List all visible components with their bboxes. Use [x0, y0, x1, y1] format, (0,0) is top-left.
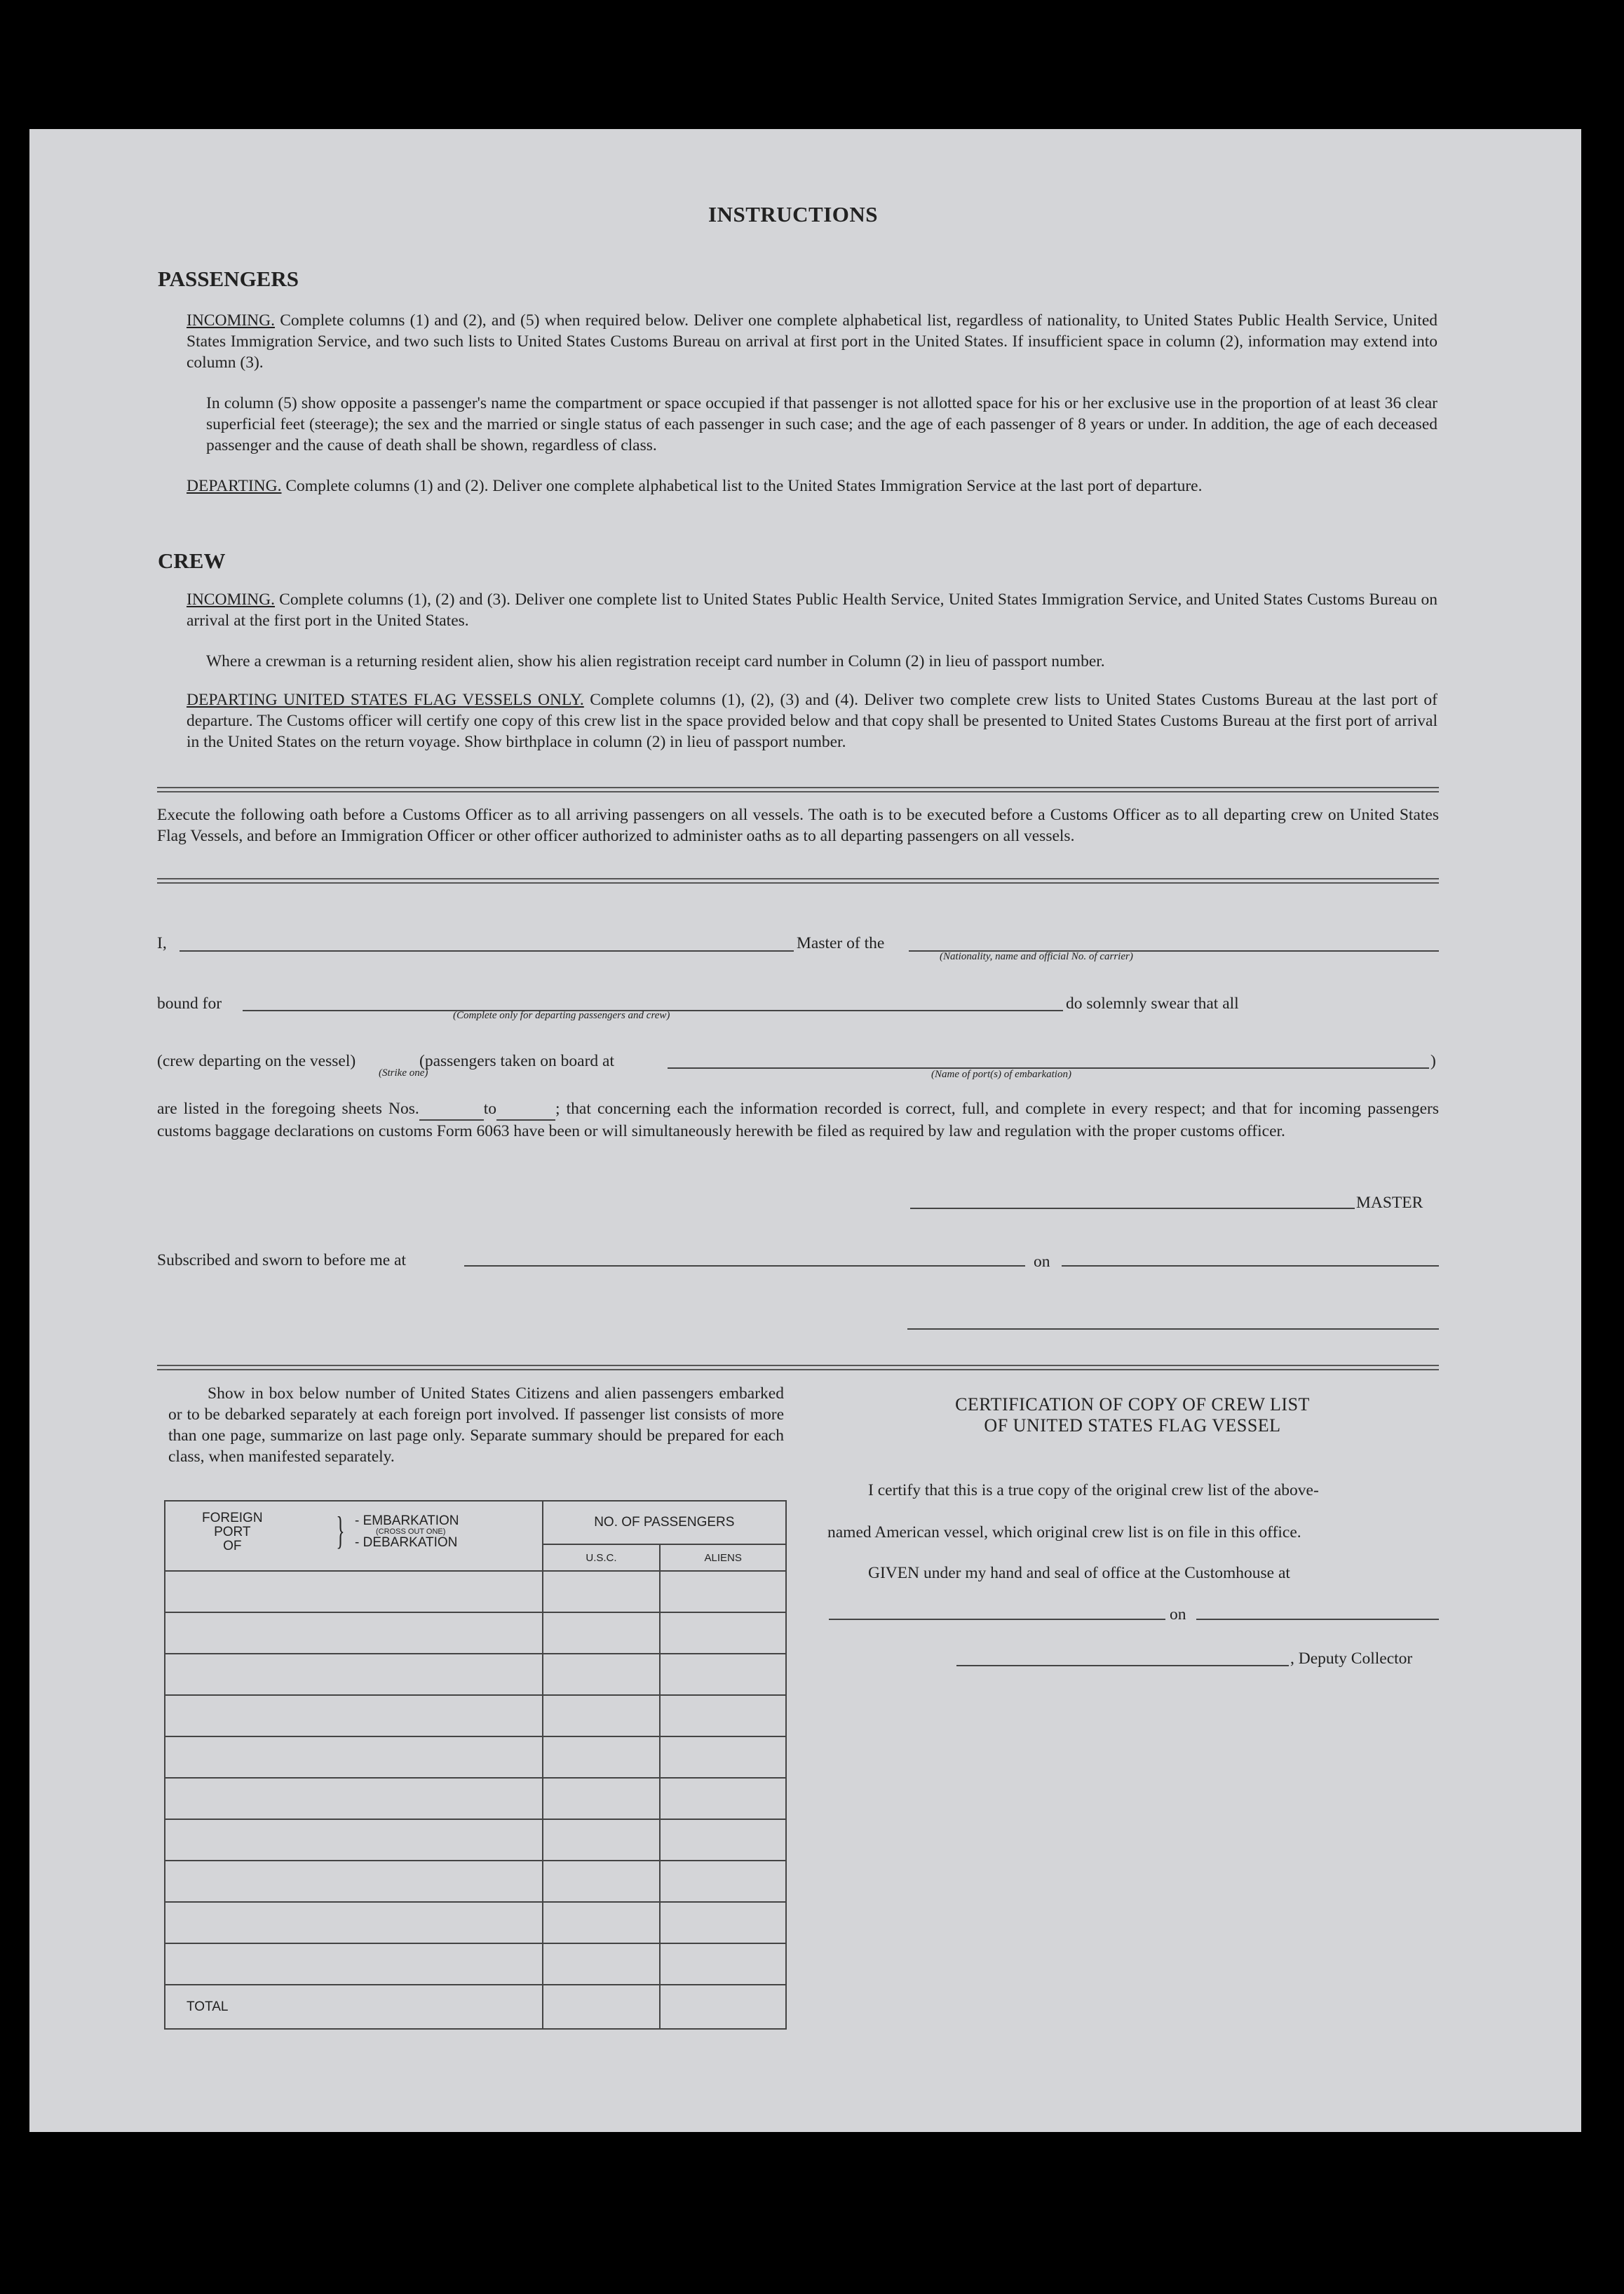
usc-cell[interactable]	[543, 1861, 661, 1902]
port-cell[interactable]	[165, 1695, 543, 1736]
oath-intro: Execute the following oath before a Customs Officer as to all arriving passengers on all vessels. The oath is to be executed before a Customs Officer as to all departing crew on United States Flag Vessels, and before an Immigration Officer or other officer authorized to administer oaths as to all departing passengers on all vessels.	[157, 806, 1439, 845]
passengers-incoming-label: INCOMING.	[187, 311, 275, 330]
port-cell[interactable]	[165, 1943, 543, 1985]
passengers-departing-label: DEPARTING.	[187, 477, 282, 495]
aliens-cell[interactable]	[660, 1612, 786, 1654]
subscribed-date-line[interactable]	[1062, 1265, 1439, 1267]
usc-cell[interactable]	[543, 1695, 661, 1736]
passengers-heading: PASSENGERS	[158, 266, 299, 291]
divider-rule	[157, 878, 1439, 879]
instructions-title: INSTRUCTIONS	[708, 202, 879, 227]
usc-header: U.S.C.	[543, 1544, 661, 1571]
bound-for-label: bound for	[157, 994, 222, 1013]
summary-instructions: Show in box below number of United States Citizens and alien passengers embarked or to be debarked separately at each foreign port involved. If passenger list consists of more than one page, summarize on last page only. Separate summary should be prepared for each class, when manifested separately.	[168, 1384, 784, 1466]
crew-departing-text: Complete columns (1), (2), (3) and (4). Deliver two complete crew lists to United States Customs Bureau at the last port of departure. The Customs officer will certify one copy of this crew list in the space provided below and that copy shall be presented to United States Customs Bureau at the first port of arrival in the United States on the return voyage. Show birthplace in column (2) in lieu of passport number.	[187, 691, 1437, 751]
aliens-cell[interactable]	[660, 1943, 786, 1985]
officer-signature-line[interactable]	[907, 1328, 1439, 1330]
subscribed-label: Subscribed and sworn to before me at	[157, 1251, 407, 1269]
passengers-departing-text: Complete columns (1) and (2). Deliver one complete alphabetical list to the United States Immigration Service at the last port of departure.	[285, 477, 1203, 495]
total-label: TOTAL	[165, 1985, 543, 2029]
port-cell[interactable]	[165, 1736, 543, 1778]
port-cell[interactable]	[165, 1571, 543, 1612]
deputy-signature-line[interactable]	[956, 1665, 1289, 1666]
crew-departing-option: (crew departing on the vessel)	[157, 1052, 356, 1070]
certify-line2: named American vessel, which original crew list is on file in this office.	[827, 1523, 1301, 1541]
aliens-header: ALIENS	[660, 1544, 786, 1571]
aliens-cell[interactable]	[660, 1654, 786, 1695]
usc-cell[interactable]	[543, 1778, 661, 1819]
passengers-incoming-paragraph	[187, 310, 1437, 373]
usc-cell[interactable]	[543, 1902, 661, 1943]
port-cell[interactable]	[165, 1819, 543, 1861]
usc-cell[interactable]	[543, 1571, 661, 1612]
port-summary-table	[164, 1500, 787, 2030]
passengers-taken-option: (passengers taken on board at	[419, 1052, 614, 1070]
strike-one-caption: (Strike one)	[379, 1067, 428, 1079]
no-of-passengers-header: NO. OF PASSENGERS	[543, 1501, 786, 1544]
solemnly-swear-label: do solemnly swear that all	[1066, 994, 1239, 1013]
divider-rule	[157, 791, 1439, 792]
aliens-cell[interactable]	[660, 1736, 786, 1778]
certification-title-line2: OF UNITED STATES FLAG VESSEL	[984, 1415, 1281, 1436]
of-label: OF	[223, 1539, 242, 1553]
given-text: GIVEN under my hand and seal of office at the Customhouse at	[868, 1564, 1290, 1582]
aliens-cell[interactable]	[660, 1861, 786, 1902]
port-cell[interactable]	[165, 1861, 543, 1902]
crew-departing-paragraph	[187, 689, 1437, 753]
debarkation-label: - DEBARKATION	[355, 1535, 458, 1550]
divider-rule	[157, 787, 1439, 788]
crew-incoming-label: INCOMING.	[187, 591, 275, 609]
passengers-column5-paragraph: In column (5) show opposite a passenger's name the compartment or space occupied if that passenger is not allotted space for his or her exclusive use in the proportion of at least 36 clear superficial feet (steerage); the sex and the married or single status of each passenger in such case; and the age of each passenger of 8 years or under. In addition, the age of each deceased passenger and the cause of death shall be shown, regardless of class.	[206, 394, 1437, 454]
brace-glyph: }	[336, 1509, 345, 1553]
crew-heading: CREW	[158, 548, 226, 573]
oath-i-label: I,	[157, 934, 167, 952]
certification-title	[827, 1394, 1437, 1436]
crew-incoming-paragraph	[187, 589, 1437, 631]
foreign-port-header	[165, 1501, 543, 1571]
master-label: MASTER	[1356, 1194, 1423, 1212]
crew-incoming-text: Complete columns (1), (2) and (3). Deliver one complete list to United States Public Health Service, United States Immigration Service, and United States Customs Bureau on arrival at the first port in the United States.	[187, 591, 1437, 630]
certification-on-label: on	[1170, 1605, 1186, 1624]
crew-departing-label: DEPARTING UNITED STATES FLAG VESSELS ONLY.	[187, 691, 584, 709]
to-label: to	[483, 1100, 497, 1118]
aliens-cell[interactable]	[660, 1778, 786, 1819]
crew-resident-paragraph: Where a crewman is a returning resident alien, show his alien registration receipt card number in Column (2) in lieu of passport number.	[206, 652, 1105, 670]
listed-prefix: are listed in the foregoing sheets Nos.	[157, 1100, 419, 1118]
port-cell[interactable]	[165, 1902, 543, 1943]
complete-only-caption: (Complete only for departing passengers and crew)	[453, 1010, 670, 1021]
master-of-the-label: Master of the	[797, 934, 885, 952]
port-cell[interactable]	[165, 1612, 543, 1654]
usc-cell[interactable]	[543, 1736, 661, 1778]
sheet-to-field[interactable]	[496, 1098, 555, 1121]
aliens-cell[interactable]	[660, 1902, 786, 1943]
usc-cell[interactable]	[543, 1819, 661, 1861]
aliens-cell[interactable]	[660, 1819, 786, 1861]
usc-cell[interactable]	[543, 1654, 661, 1695]
foreign-label: FOREIGN	[202, 1511, 263, 1525]
cross-out-label: (CROSS OUT ONE)	[376, 1527, 446, 1536]
certify-line1: I certify that this is a true copy of the original crew list of the above-	[868, 1481, 1319, 1499]
usc-cell[interactable]	[543, 1612, 661, 1654]
usc-cell[interactable]	[543, 1943, 661, 1985]
certification-date-line[interactable]	[1196, 1619, 1439, 1620]
certification-title-line1: CERTIFICATION OF COPY OF CREW LIST	[955, 1394, 1310, 1415]
listed-rest: ; that concerning each the information recorded is correct, full, and complete in every respect; and that for incoming passengers customs baggage declarations on customs Form 6063 have been or will simultaneously herewith be filed as required by law and regulation with the proper customs officer.	[157, 1100, 1439, 1140]
aliens-cell[interactable]	[660, 1695, 786, 1736]
master-signature-line[interactable]	[910, 1208, 1355, 1209]
nationality-caption: (Nationality, name and official No. of carrier)	[940, 951, 1133, 962]
port-label: PORT	[214, 1525, 251, 1539]
listed-paragraph	[157, 1098, 1439, 1142]
divider-rule	[157, 1365, 1439, 1366]
master-name-line[interactable]	[180, 950, 794, 952]
deputy-collector-label: , Deputy Collector	[1290, 1649, 1413, 1668]
embarkation-label: - EMBARKATION	[355, 1513, 459, 1528]
port-cell[interactable]	[165, 1778, 543, 1819]
subscribed-on-label: on	[1034, 1253, 1050, 1271]
divider-rule	[157, 882, 1439, 884]
aliens-cell[interactable]	[660, 1571, 786, 1612]
sheet-from-field[interactable]	[419, 1098, 484, 1121]
port-cell[interactable]	[165, 1654, 543, 1695]
total-usc-cell[interactable]	[543, 1985, 661, 2029]
customhouse-line[interactable]	[829, 1619, 1165, 1620]
ports-caption: (Name of port(s) of embarkation)	[931, 1069, 1071, 1080]
divider-rule	[157, 1369, 1439, 1370]
passengers-departing-paragraph	[187, 475, 1437, 497]
subscribed-place-line[interactable]	[464, 1265, 1025, 1267]
passengers-incoming-text: Complete columns (1) and (2), and (5) when required below. Deliver one complete alphabetical list, regardless of nationality, to United States Public Health Service, United States Immigration Service, and two such lists to United States Customs Bureau on arrival at first port in the United States. If insufficient space in column (2), information may extend into column (3).	[187, 311, 1437, 372]
total-aliens-cell[interactable]	[660, 1985, 786, 2029]
close-paren: )	[1430, 1052, 1436, 1070]
